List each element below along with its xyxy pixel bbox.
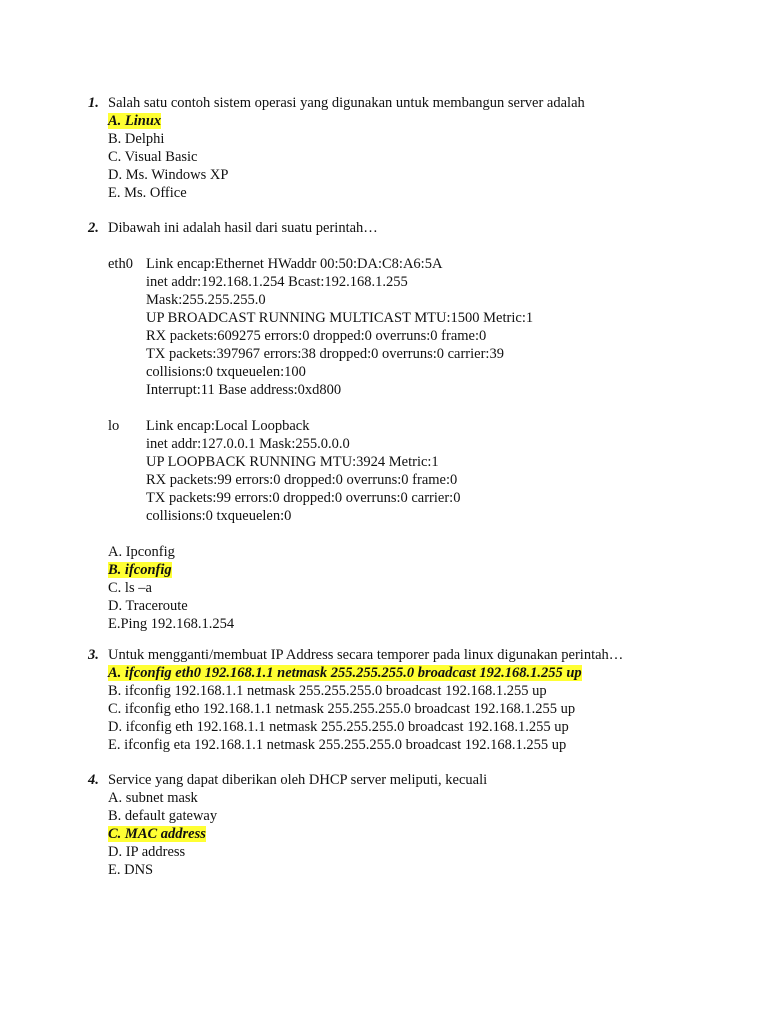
answer-option [108, 843, 748, 861]
answer-option-text: B. ifconfig 192.168.1.1 netmask 255.255.255.0 broadcast 192.168.1.255 up [108, 683, 547, 699]
output-line: collisions:0 txqueuelen:0 [146, 508, 292, 524]
interface-output-lines [146, 417, 748, 525]
answer-option [108, 184, 748, 202]
answer-option-text: D. ifconfig eth 192.168.1.1 netmask 255.255.255.0 broadcast 192.168.1.255 up [108, 719, 569, 735]
answer-option-text: D. IP address [108, 844, 186, 860]
question-text: Untuk mengganti/membuat IP Address secara temporer pada linux digunakan perintah… [108, 647, 624, 663]
output-line: TX packets:99 errors:0 dropped:0 overruns:0 carrier:0 [146, 490, 461, 506]
answer-option [108, 807, 748, 825]
question-header [88, 771, 748, 789]
output-line: Interrupt:11 Base address:0xd800 [146, 382, 342, 398]
question-text: Dibawah ini adalah hasil dari suatu perintah… [108, 220, 378, 236]
answer-options [108, 789, 748, 879]
answer-option [108, 700, 748, 718]
answer-option-text: A. Linux [108, 113, 162, 129]
answer-option-text: A. Ipconfig [108, 544, 175, 560]
answer-options [108, 543, 748, 633]
answer-option [108, 861, 748, 879]
interface-name: lo [108, 418, 120, 434]
answer-option [108, 615, 748, 633]
answer-option-text: C. ls –a [108, 580, 152, 596]
question-number: 2. [88, 220, 99, 236]
interface-block-lo [108, 417, 748, 525]
answer-option [108, 166, 748, 184]
answer-option-correct [108, 825, 748, 843]
answer-option-text: B. Delphi [108, 131, 165, 147]
answer-option-text: D. Traceroute [108, 598, 188, 614]
question-1 [88, 94, 748, 202]
output-line: UP BROADCAST RUNNING MULTICAST MTU:1500 Metric:1 [146, 310, 534, 326]
answer-option-text: A. ifconfig eth0 192.168.1.1 netmask 255.255.255.0 broadcast 192.168.1.255 up [108, 665, 582, 681]
output-line: UP LOOPBACK RUNNING MTU:3924 Metric:1 [146, 454, 439, 470]
question-header [88, 94, 748, 112]
question-header [88, 219, 748, 237]
answer-option-correct [108, 561, 748, 579]
question-text: Service yang dapat diberikan oleh DHCP server meliputi, kecuali [108, 772, 488, 788]
answer-option-correct [108, 664, 748, 682]
interface-name: eth0 [108, 256, 133, 272]
answer-options [108, 664, 748, 754]
output-line: collisions:0 txqueuelen:100 [146, 364, 306, 380]
interface-output-lines [146, 255, 748, 399]
answer-option [108, 718, 748, 736]
answer-option [108, 130, 748, 148]
interface-block-eth0 [108, 255, 748, 399]
output-line: Link encap:Ethernet HWaddr 00:50:DA:C8:A6:5A [146, 256, 443, 272]
answer-option [108, 543, 748, 561]
question-number: 1. [88, 95, 99, 111]
question-number: 4. [88, 772, 99, 788]
output-line: RX packets:609275 errors:0 dropped:0 overruns:0 frame:0 [146, 328, 487, 344]
answer-option [108, 579, 748, 597]
answer-option-text: E. DNS [108, 862, 154, 878]
answer-option [108, 736, 748, 754]
answer-option-text: B. ifconfig [108, 562, 172, 578]
answer-option-text: C. Visual Basic [108, 149, 198, 165]
answer-option-text: E. ifconfig eta 192.168.1.1 netmask 255.255.255.0 broadcast 192.168.1.255 up [108, 737, 567, 753]
question-number: 3. [88, 647, 99, 663]
question-3 [88, 646, 748, 754]
question-4 [88, 771, 748, 879]
answer-options [108, 112, 748, 202]
output-line: RX packets:99 errors:0 dropped:0 overruns:0 frame:0 [146, 472, 458, 488]
output-line: Link encap:Local Loopback [146, 418, 310, 434]
answer-option-text: B. default gateway [108, 808, 218, 824]
output-line: TX packets:397967 errors:38 dropped:0 overruns:0 carrier:39 [146, 346, 504, 362]
answer-option [108, 597, 748, 615]
answer-option-text: E. Ms. Office [108, 185, 187, 201]
answer-option-text: E.Ping 192.168.1.254 [108, 616, 235, 632]
answer-option-text: D. Ms. Windows XP [108, 167, 229, 183]
answer-option-correct [108, 112, 748, 130]
answer-option-text: A. subnet mask [108, 790, 198, 806]
output-line: inet addr:127.0.0.1 Mask:255.0.0.0 [146, 436, 350, 452]
question-text: Salah satu contoh sistem operasi yang digunakan untuk membangun server adalah [108, 95, 585, 111]
answer-option-text: C. MAC address [108, 826, 206, 842]
output-line: Mask:255.255.255.0 [146, 292, 266, 308]
answer-option [108, 682, 748, 700]
answer-option [108, 148, 748, 166]
output-line: inet addr:192.168.1.254 Bcast:192.168.1.255 [146, 274, 408, 290]
answer-option [108, 789, 748, 807]
answer-option-text: C. ifconfig etho 192.168.1.1 netmask 255.255.255.0 broadcast 192.168.1.255 up [108, 701, 576, 717]
question-header [88, 646, 748, 664]
question-2 [88, 219, 748, 633]
